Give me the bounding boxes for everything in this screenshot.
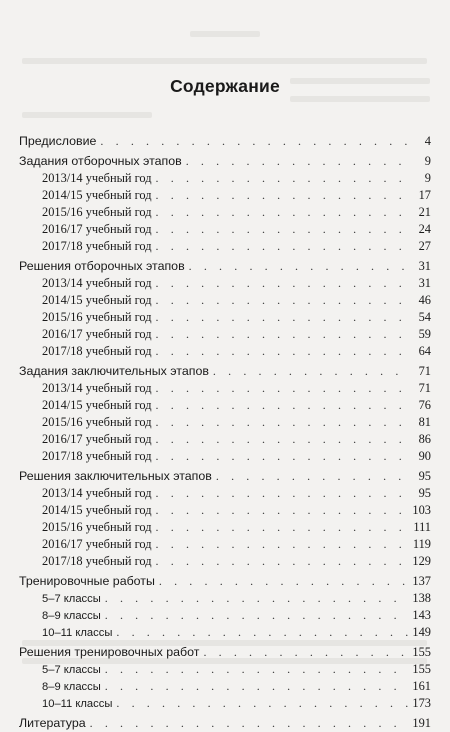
toc-section bbox=[19, 468, 431, 485]
toc-entry-label: 2017/18 учебный год bbox=[42, 449, 152, 463]
toc-page-number: 137 bbox=[412, 574, 431, 588]
toc-entry-label: 2014/15 учебный год bbox=[42, 188, 152, 202]
toc-page-number: 155 bbox=[412, 645, 431, 659]
toc-page-number: 90 bbox=[418, 449, 431, 463]
toc-page-number: 21 bbox=[418, 205, 431, 219]
toc-subsection bbox=[19, 502, 431, 519]
toc-entry-label: 2017/18 учебный год bbox=[42, 239, 152, 253]
toc-entry-label: Литература bbox=[19, 716, 86, 730]
toc-subsection bbox=[19, 553, 431, 570]
toc-entry-label: 8–9 классы bbox=[42, 681, 101, 693]
toc-page-number: 71 bbox=[418, 381, 431, 395]
toc-page-number: 95 bbox=[418, 486, 431, 500]
toc-subsection bbox=[19, 624, 431, 641]
toc-subsection bbox=[19, 590, 431, 607]
toc-dot-leader bbox=[100, 133, 409, 150]
toc-page-number: 9 bbox=[424, 154, 431, 168]
toc-dot-leader bbox=[156, 485, 409, 502]
toc-subsection bbox=[19, 275, 431, 292]
toc-page-number: 129 bbox=[412, 554, 431, 568]
toc-dot-leader bbox=[156, 326, 409, 343]
toc-page-number: 27 bbox=[418, 239, 431, 253]
toc-subsection bbox=[19, 204, 431, 221]
toc-entry-label: 2017/18 учебный год bbox=[42, 554, 152, 568]
toc-entry-label: Решения отборочных этапов bbox=[19, 259, 185, 273]
toc-entry-label: Решения заключительных этапов bbox=[19, 469, 212, 483]
toc-entry-label: 8–9 классы bbox=[42, 610, 101, 622]
toc-entry-label: 10–11 классы bbox=[42, 627, 113, 639]
toc-subsection bbox=[19, 485, 431, 502]
toc-page-number: 138 bbox=[412, 591, 431, 605]
toc-dot-leader bbox=[156, 502, 409, 519]
toc-subsection bbox=[19, 309, 431, 326]
toc-dot-leader bbox=[186, 153, 409, 170]
toc-subsection bbox=[19, 380, 431, 397]
toc-page-number: 155 bbox=[412, 662, 431, 676]
toc-entry-label: Задания отборочных этапов bbox=[19, 154, 182, 168]
toc-page-number: 103 bbox=[412, 503, 431, 517]
table-of-contents bbox=[19, 133, 431, 732]
toc-subsection bbox=[19, 343, 431, 360]
toc-page-number: 119 bbox=[412, 537, 431, 551]
toc-entry-label: 2014/15 учебный год bbox=[42, 293, 152, 307]
toc-page-number: 95 bbox=[418, 469, 431, 483]
toc-page-number: 161 bbox=[412, 679, 431, 693]
toc-subsection bbox=[19, 414, 431, 431]
toc-dot-leader bbox=[105, 678, 409, 695]
toc-subsection bbox=[19, 397, 431, 414]
toc-section bbox=[19, 573, 431, 590]
toc-entry-label: 2013/14 учебный год bbox=[42, 381, 152, 395]
toc-entry-label: 2016/17 учебный год bbox=[42, 432, 152, 446]
toc-page-number: 111 bbox=[413, 520, 431, 534]
toc-page-number: 64 bbox=[418, 344, 431, 358]
toc-subsection bbox=[19, 238, 431, 255]
toc-subsection bbox=[19, 326, 431, 343]
toc-entry-label: 2015/16 учебный год bbox=[42, 310, 152, 324]
toc-entry-label: 2016/17 учебный год bbox=[42, 537, 152, 551]
toc-section bbox=[19, 258, 431, 275]
toc-page-number: 76 bbox=[418, 398, 431, 412]
toc-dot-leader bbox=[105, 607, 409, 624]
toc-section bbox=[19, 153, 431, 170]
toc-entry-label: Тренировочные работы bbox=[19, 574, 155, 588]
toc-page-number: 46 bbox=[418, 293, 431, 307]
toc-entry-label: 2013/14 учебный год bbox=[42, 486, 152, 500]
toc-dot-leader bbox=[156, 536, 409, 553]
toc-dot-leader bbox=[156, 553, 409, 570]
toc-dot-leader bbox=[156, 448, 409, 465]
bleed-through-line bbox=[22, 58, 427, 64]
toc-entry-label: Решения тренировочных работ bbox=[19, 645, 200, 659]
toc-entry-label: 2013/14 учебный год bbox=[42, 171, 152, 185]
toc-entry-label: 2017/18 учебный год bbox=[42, 344, 152, 358]
toc-entry-label: 2016/17 учебный год bbox=[42, 327, 152, 341]
toc-dot-leader bbox=[216, 468, 409, 485]
toc-subsection bbox=[19, 536, 431, 553]
toc-page-number: 4 bbox=[424, 134, 431, 148]
toc-page-number: 9 bbox=[424, 171, 431, 185]
toc-subsection bbox=[19, 607, 431, 624]
toc-entry-label: Задания заключительных этапов bbox=[19, 364, 209, 378]
toc-subsection bbox=[19, 187, 431, 204]
toc-entry-label: 5–7 классы bbox=[42, 664, 101, 676]
page-title: Содержание bbox=[170, 76, 280, 96]
toc-dot-leader bbox=[156, 397, 409, 414]
toc-section bbox=[19, 133, 431, 150]
toc-entry-label: 2015/16 учебный год bbox=[42, 520, 152, 534]
toc-section bbox=[19, 363, 431, 380]
toc-dot-leader bbox=[156, 519, 409, 536]
toc-dot-leader bbox=[156, 221, 409, 238]
toc-subsection bbox=[19, 695, 431, 712]
toc-page-number: 31 bbox=[418, 259, 431, 273]
toc-dot-leader bbox=[203, 644, 408, 661]
toc-page-number: 149 bbox=[412, 625, 431, 639]
toc-page-number: 173 bbox=[412, 696, 431, 710]
toc-page-number: 31 bbox=[418, 276, 431, 290]
toc-dot-leader bbox=[156, 170, 409, 187]
toc-dot-leader bbox=[156, 414, 409, 431]
toc-subsection bbox=[19, 170, 431, 187]
bleed-through-line bbox=[190, 31, 260, 37]
toc-dot-leader bbox=[156, 275, 409, 292]
toc-entry-label: 2015/16 учебный год bbox=[42, 205, 152, 219]
toc-subsection bbox=[19, 431, 431, 448]
toc-page-number: 54 bbox=[418, 310, 431, 324]
toc-entry-label: 2013/14 учебный год bbox=[42, 276, 152, 290]
toc-dot-leader bbox=[156, 187, 409, 204]
toc-dot-leader bbox=[116, 624, 408, 641]
toc-page-number: 81 bbox=[418, 415, 431, 429]
toc-entry-label: 5–7 классы bbox=[42, 593, 101, 605]
toc-dot-leader bbox=[156, 204, 409, 221]
toc-page-number: 24 bbox=[418, 222, 431, 236]
toc-entry-label: 2016/17 учебный год bbox=[42, 222, 152, 236]
toc-subsection bbox=[19, 519, 431, 536]
toc-page-number: 17 bbox=[418, 188, 431, 202]
toc-page-number: 59 bbox=[418, 327, 431, 341]
toc-dot-leader bbox=[213, 363, 409, 380]
toc-subsection bbox=[19, 221, 431, 238]
toc-entry-label: 2014/15 учебный год bbox=[42, 503, 152, 517]
toc-subsection bbox=[19, 678, 431, 695]
toc-dot-leader bbox=[156, 292, 409, 309]
toc-dot-leader bbox=[156, 309, 409, 326]
toc-dot-leader bbox=[156, 431, 409, 448]
toc-dot-leader bbox=[156, 380, 409, 397]
toc-subsection bbox=[19, 292, 431, 309]
toc-dot-leader bbox=[116, 695, 408, 712]
toc-dot-leader bbox=[105, 661, 409, 678]
toc-entry-label: 2015/16 учебный год bbox=[42, 415, 152, 429]
toc-dot-leader bbox=[159, 573, 409, 590]
toc-dot-leader bbox=[156, 343, 409, 360]
toc-entry-label: 2014/15 учебный год bbox=[42, 398, 152, 412]
toc-page-number: 71 bbox=[418, 364, 431, 378]
toc-dot-leader bbox=[105, 590, 409, 607]
toc-dot-leader bbox=[156, 238, 409, 255]
bleed-through-line bbox=[22, 112, 152, 118]
toc-subsection bbox=[19, 448, 431, 465]
toc-dot-leader bbox=[189, 258, 409, 275]
toc-page-number: 191 bbox=[412, 716, 431, 730]
toc-entry-label: 10–11 классы bbox=[42, 698, 113, 710]
toc-subsection bbox=[19, 661, 431, 678]
toc-entry-label: Предисловие bbox=[19, 134, 97, 148]
toc-page-number: 86 bbox=[418, 432, 431, 446]
toc-page-number: 143 bbox=[412, 608, 431, 622]
toc-section bbox=[19, 644, 431, 661]
